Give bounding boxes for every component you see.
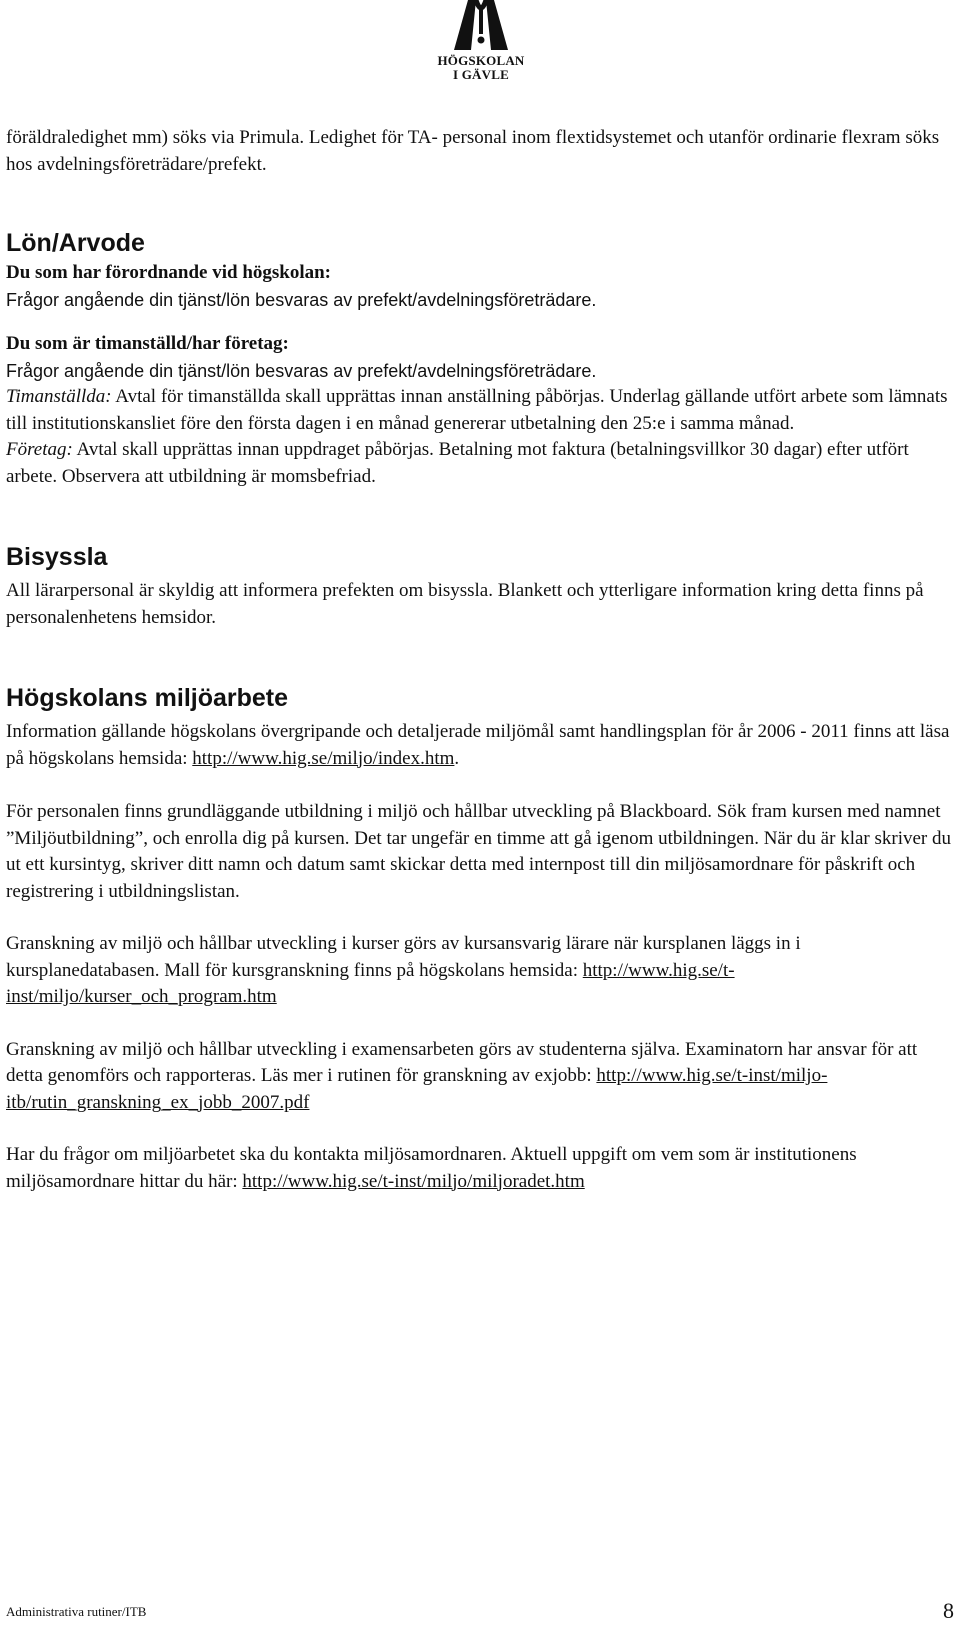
link-rutin-granskning[interactable]: http://www.hig.se/t-inst/miljo-itb/rutin_granskning_ex_jobb_2007.pdf (6, 1065, 828, 1113)
miljo-p1-text: Information gällande högskolans övergripande och detaljerade miljömål samt handlingsplan för år 2006 - 2011 finns att läsa på högskolans hemsida: (6, 721, 950, 769)
subheading-forordnande: Du som har förordnande vid högskolan: (6, 262, 332, 283)
link-kurser-och-program[interactable]: http://www.hig.se/t-inst/miljo/kurser_och_program.htm (6, 959, 735, 1007)
logo-text-line1: HÖGSKOLAN (437, 53, 525, 68)
lon-paragraph-2: Frågor angående din tjänst/lön besvaras av prefekt/avdelningsföreträdare. (6, 360, 597, 381)
miljo-paragraph-2: För personalen finns grundläggande utbildning i miljö och hållbar utveckling på Blackboard. Sök fram kursen med namnet ”Miljöutbildning”, och enrolla dig på kursen. Det tar ungefär en timme att gå igenom utbildningen. När du är klar skriver du ut ett kursintyg, skriver ditt namn och datum samt skickar detta med internpost till din miljösamordnare för påskrift och registrering i utbildningslistan. (6, 801, 951, 902)
lon-paragraph-timanstallda (6, 384, 956, 437)
label-foretag: Företag: (6, 439, 73, 460)
page-number: 8 (943, 1598, 954, 1623)
miljo-p5-text: Har du frågor om miljöarbetet ska du kontakta miljösamordnaren. Aktuell uppgift om vem som är institutionens miljösamordnare hittar du här: (6, 1144, 857, 1192)
logo-emblem-icon (450, 0, 512, 52)
lon-paragraph-1: Frågor angående din tjänst/lön besvaras av prefekt/avdelningsföreträdare. (6, 289, 597, 310)
miljo-paragraph-5 (6, 1142, 956, 1195)
logo-text-line2: I GÄVLE (453, 67, 509, 82)
miljo-paragraph-1 (6, 719, 956, 772)
lon-paragraph-foretag (6, 437, 956, 490)
miljo-paragraph-3 (6, 931, 956, 1011)
section-heading-miljo: Högskolans miljöarbete (6, 684, 289, 712)
miljo-p4-text: Granskning av miljö och hållbar utveckling i examensarbeten görs av studenterna själva. Examinatorn har ansvar för att detta genomförs och rapporteras. Läs mer i rutinen för granskning av exjobb: (6, 1038, 918, 1086)
section-heading-bisyssla: Bisyssla (6, 543, 108, 571)
miljo-p3-text: Granskning av miljö och hållbar utveckling i kurser görs av kursansvarig lärare när kursplanen läggs in i kursplanedatabasen. Mall för kursgranskning finns på högskolans hemsida: (6, 933, 801, 981)
link-miljo-index[interactable]: http://www.hig.se/miljo/index.htm (192, 747, 455, 769)
label-timanstallda: Timanställda: (6, 386, 112, 407)
footer-left: Administrativa rutiner/ITB (6, 1604, 147, 1619)
text-timanstallda: Avtal för timanställda skall upprättas innan anställning påbörjas. Underlag gällande utfört arbete som lämnats till institutionskansliet före den första dagen i en månad genererar utbetalning den 25:e i samma månad. (6, 386, 948, 434)
text-foretag: Avtal skall upprättas innan uppdraget påbörjas. Betalning mot faktura (betalningsvillkor 30 dagar) efter utfört arbete. Observera att utbildning är momsbefriad. (6, 439, 909, 487)
intro-paragraph: föräldraledighet mm) söks via Primula. Ledighet för TA- personal inom flextidsystemet och utanför ordinarie flexram söks hos avdelningsföreträdare/prefekt. (6, 127, 940, 175)
section-heading-lon: Lön/Arvode (6, 229, 145, 257)
subheading-timanstalld: Du som är timanställd/har företag: (6, 333, 289, 354)
logo (426, 0, 536, 84)
link-miljoradet[interactable]: http://www.hig.se/t-inst/miljo/miljoradet.htm (242, 1170, 585, 1192)
document-body (6, 125, 956, 1195)
miljo-paragraph-4 (6, 1037, 956, 1117)
bisyssla-paragraph: All lärarpersonal är skyldig att informera prefekten om bisyssla. Blankett och ytterligare information kring detta finns på personalenhetens hemsidor. (6, 580, 924, 628)
miljo-p1-end: . (454, 747, 460, 769)
